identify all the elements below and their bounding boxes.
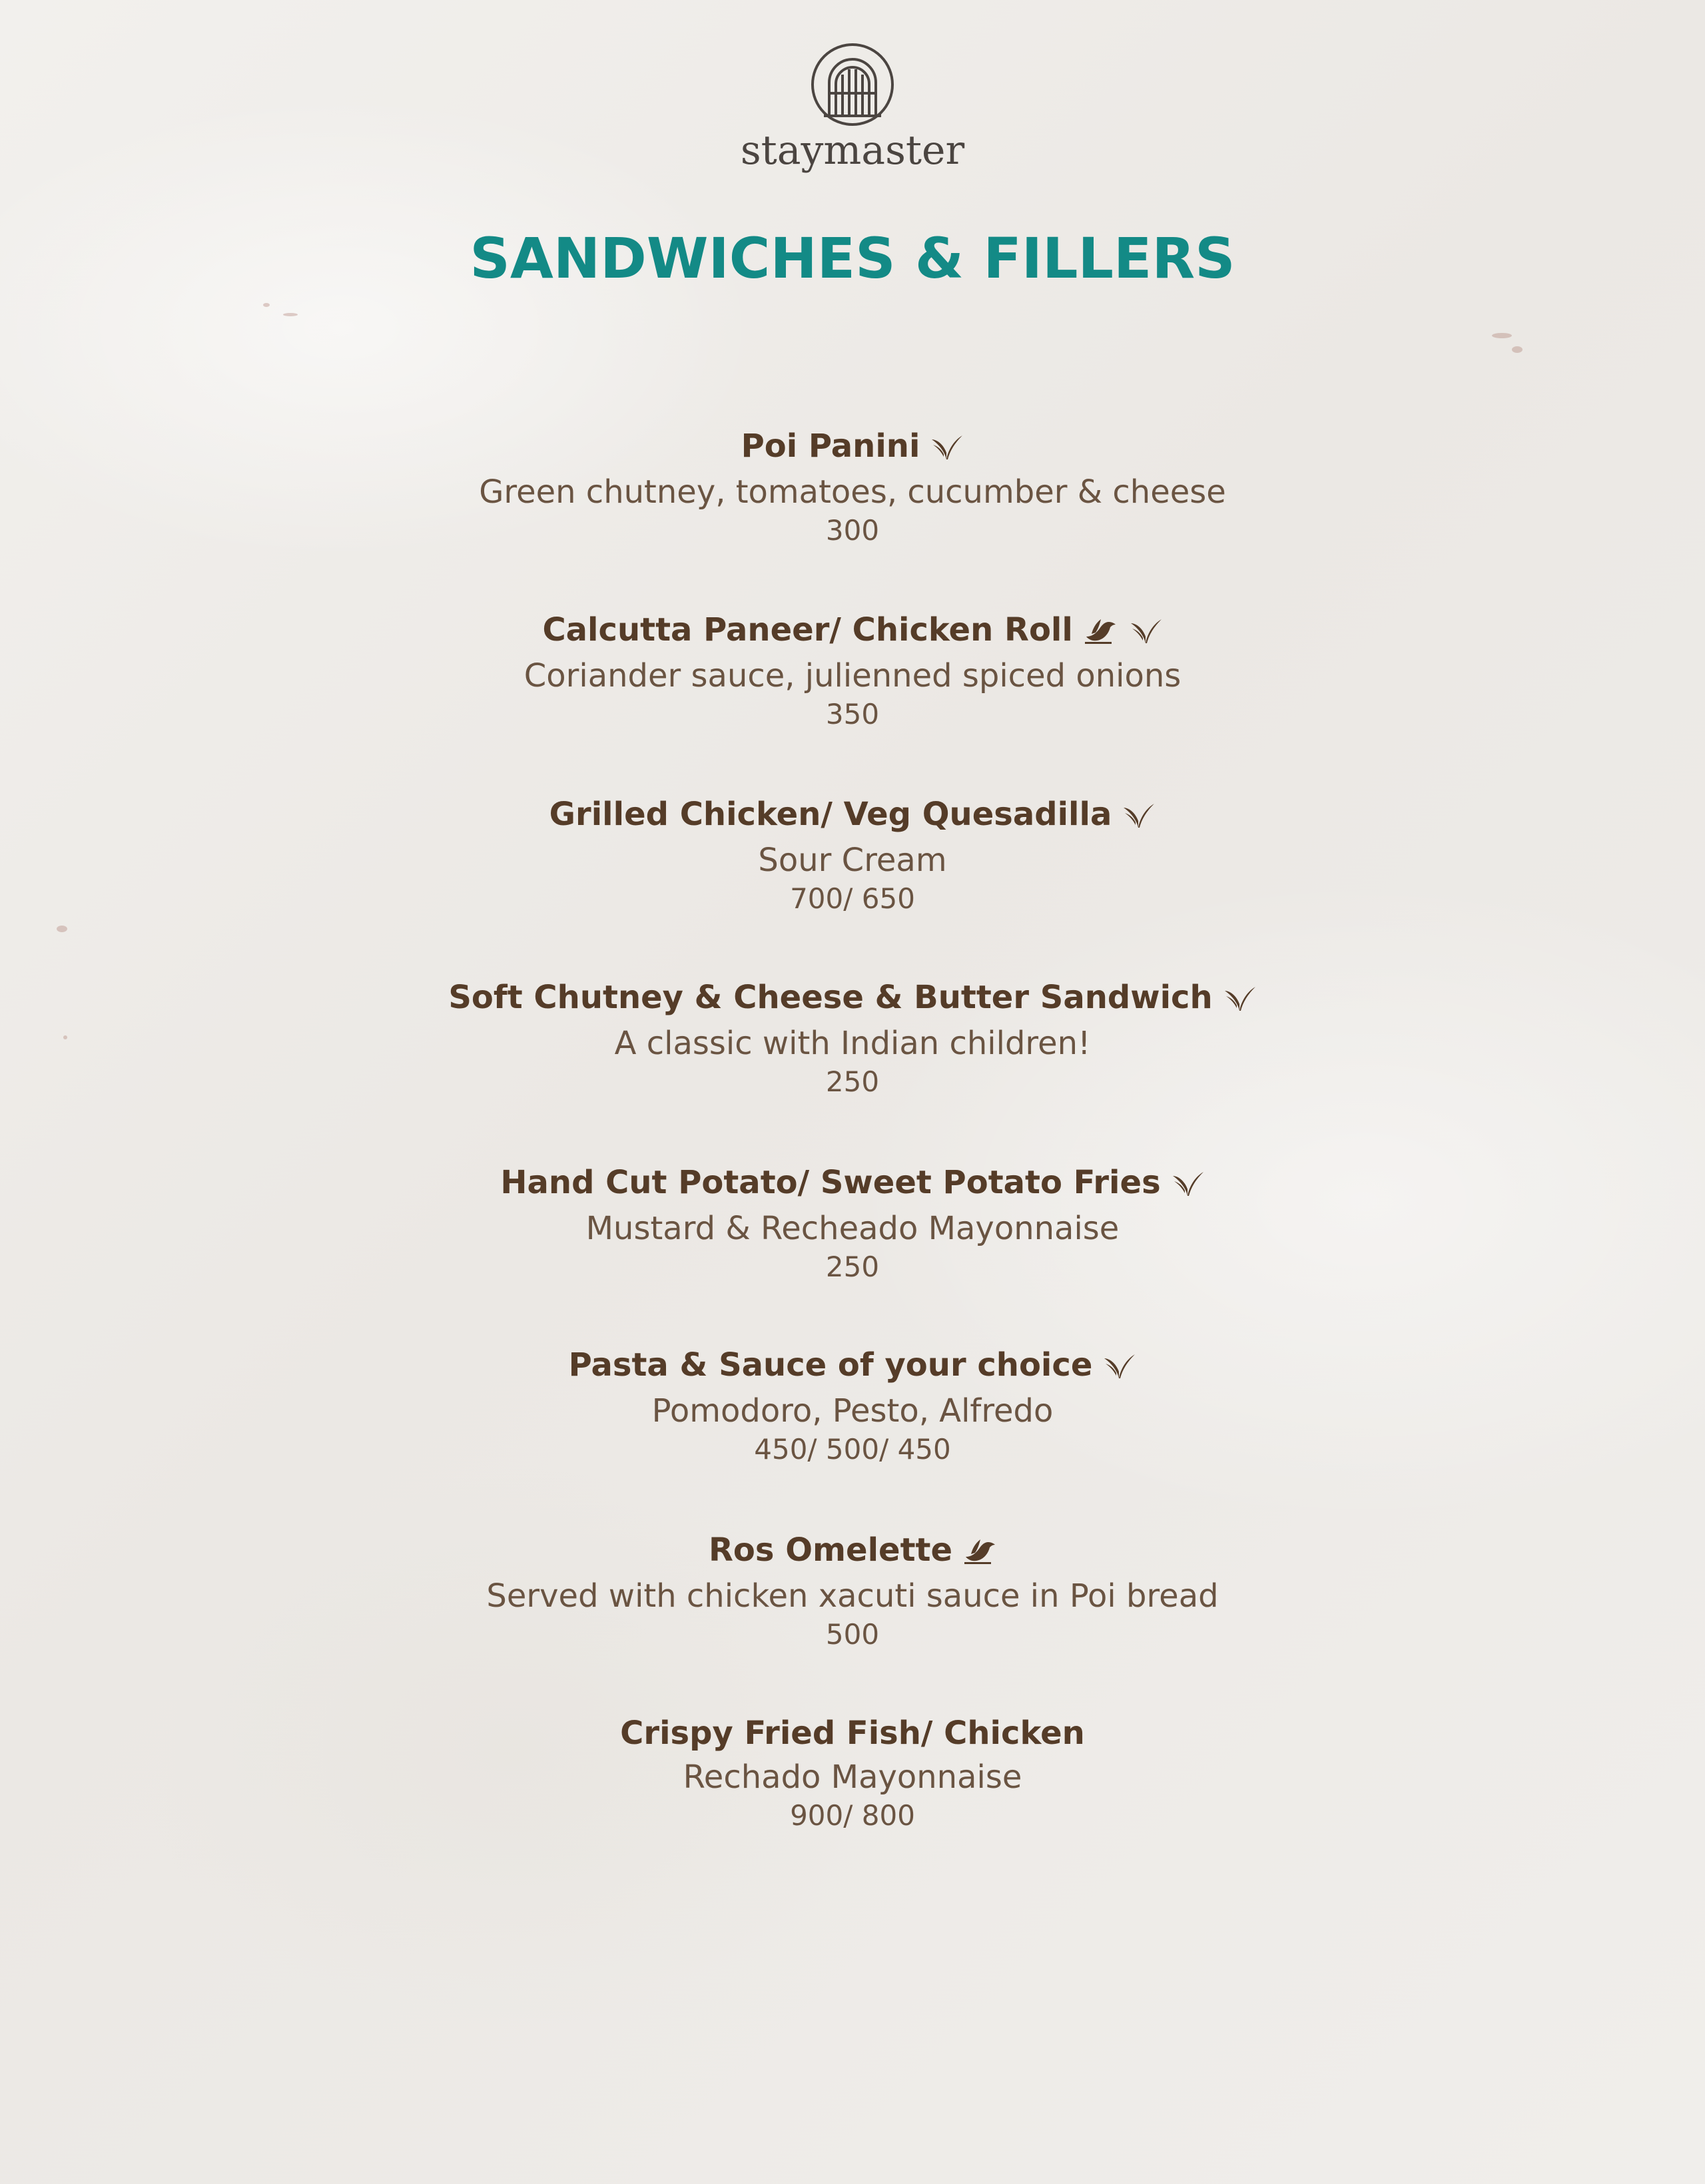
- menu-item: [0, 1715, 1705, 1833]
- menu-item-price: 450/ 500/ 450: [754, 1433, 951, 1466]
- menu-item-price: 350: [825, 698, 880, 730]
- vegetarian-leaf-icon: [1121, 801, 1156, 830]
- menu-item-name-text: Poi Panini: [741, 427, 920, 465]
- menu-item-description: Green chutney, tomatoes, cucumber & cheese: [479, 473, 1226, 511]
- brand-name: staymaster: [740, 127, 965, 174]
- menu-item-name-text: Hand Cut Potato/ Sweet Potato Fries: [500, 1164, 1161, 1201]
- menu-item-price: 250: [825, 1065, 880, 1098]
- menu-item-name: [0, 611, 1705, 651]
- dietary-icons: [1121, 795, 1156, 832]
- vegetarian-leaf-icon: [1222, 984, 1257, 1013]
- menu-item-description: Served with chicken xacuti sauce in Poi bread: [486, 1577, 1219, 1615]
- menu-item-description: Pomodoro, Pesto, Alfredo: [651, 1392, 1054, 1430]
- menu-item: [0, 1531, 1705, 1652]
- menu-item-price: 500: [825, 1618, 880, 1651]
- menu-item-description: Mustard & Recheado Mayonnaise: [585, 1210, 1120, 1247]
- vegetarian-leaf-icon: [929, 433, 964, 462]
- menu-item-name: [0, 1715, 1705, 1752]
- menu-item-description: Rechado Mayonnaise: [683, 1759, 1022, 1796]
- dietary-icons: [929, 427, 964, 464]
- menu-item-name-text: Calcutta Paneer/ Chicken Roll: [542, 611, 1073, 649]
- menu-item: [0, 1164, 1705, 1284]
- menu-item-name-text: Crispy Fried Fish/ Chicken: [620, 1715, 1085, 1752]
- vegetarian-leaf-icon: [1102, 1352, 1136, 1381]
- menu-item-name-text: Ros Omelette: [708, 1531, 953, 1569]
- menu-item: [0, 1346, 1705, 1467]
- page-title: SANDWICHES & FILLERS: [470, 226, 1235, 291]
- menu-item: [0, 611, 1705, 732]
- paper-speck: [263, 303, 270, 307]
- bird-icon: [962, 1537, 996, 1566]
- menu-item: [0, 796, 1705, 916]
- paper-speck: [57, 926, 67, 932]
- menu-item-price: 250: [825, 1250, 880, 1283]
- arch-window-icon: [809, 41, 896, 128]
- paper-speck: [283, 313, 298, 316]
- menu-item-name-text: Pasta & Sauce of your choice: [568, 1346, 1093, 1384]
- menu-item: [0, 427, 1705, 548]
- dietary-icons: [1102, 1346, 1136, 1383]
- menu-item-price: 700/ 650: [790, 882, 915, 915]
- menu-item-price: 300: [825, 514, 880, 547]
- vegetarian-leaf-icon: [1170, 1169, 1205, 1199]
- menu-item-name: [0, 796, 1705, 835]
- dietary-icons: [1222, 978, 1257, 1015]
- menu-item-name: [0, 979, 1705, 1018]
- paper-speck: [1492, 333, 1512, 338]
- dietary-icons: [962, 1531, 996, 1568]
- brand-logo: [0, 41, 1705, 174]
- menu-item-name: [0, 1346, 1705, 1386]
- menu-item-name: [0, 1164, 1705, 1203]
- menu-item-name: [0, 427, 1705, 467]
- paper-speck: [1512, 346, 1523, 353]
- dietary-icons: [1170, 1163, 1205, 1201]
- menu-item-description: Sour Cream: [758, 842, 947, 879]
- menu-item-name: [0, 1531, 1705, 1571]
- menu-item-price: 900/ 800: [790, 1799, 915, 1832]
- menu-item: [0, 979, 1705, 1099]
- menu-item-description: Coriander sauce, julienned spiced onions: [523, 657, 1182, 694]
- dietary-icons: [1082, 611, 1163, 648]
- menu-item-name-text: Grilled Chicken/ Veg Quesadilla: [549, 796, 1112, 833]
- vegetarian-leaf-icon: [1128, 617, 1163, 646]
- menu-item-description: A classic with Indian children!: [614, 1025, 1091, 1062]
- bird-icon: [1082, 617, 1117, 646]
- menu-item-name-text: Soft Chutney & Cheese & Butter Sandwich: [448, 979, 1213, 1016]
